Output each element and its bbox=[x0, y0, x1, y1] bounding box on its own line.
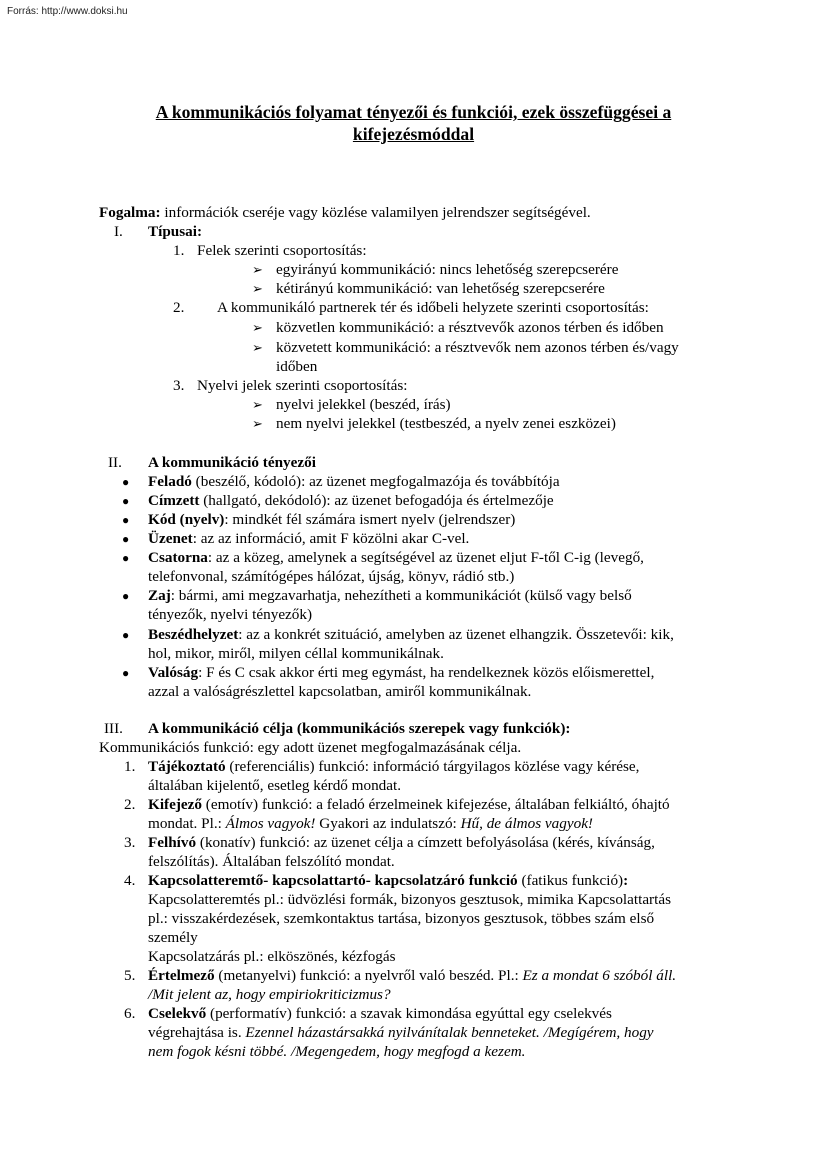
function-item-continuation: személy bbox=[148, 929, 198, 946]
function-item-continuation: Kapcsolatzárás pl.: elköszönés, kézfogás bbox=[148, 948, 396, 965]
group-text: A kommunikáló partnerek tér és időbeli helyzete szerinti csoportosítás: bbox=[217, 299, 649, 316]
section-heading: A kommunikáció tényezői bbox=[148, 454, 316, 471]
arrow-bullet-icon: ➢ bbox=[252, 417, 263, 432]
definition-label: Fogalma: bbox=[99, 204, 161, 221]
bullet-icon: ● bbox=[122, 628, 130, 642]
group-text: Felek szerinti csoportosítás: bbox=[197, 242, 367, 259]
bullet-icon: ● bbox=[122, 494, 130, 508]
function-item-continuation: pl.: visszakérdezések, szemkontaktus tartása, bizonyos gesztusok, többes szám első bbox=[148, 910, 655, 927]
section-number: II. bbox=[108, 454, 122, 471]
function-item: Értelmező (metanyelvi) funkció: a nyelvről való beszéd. Pl.: Ez a mondat 6 szóból áll. bbox=[148, 967, 677, 984]
list-item: közvetett kommunikáció: a résztvevők nem azonos térben és/vagy bbox=[276, 339, 679, 356]
function-number: 6. bbox=[124, 1005, 136, 1022]
section-number: III. bbox=[104, 720, 123, 737]
list-item: Kód (nyelv): mindkét fél számára ismert nyelv (jelrendszer) bbox=[148, 511, 516, 528]
arrow-bullet-icon: ➢ bbox=[252, 398, 263, 413]
function-item-continuation: /Mit jelent az, hogy empiriokriticizmus? bbox=[148, 986, 391, 1003]
function-item: Kapcsolatteremtő- kapcsolattartó- kapcsolatzáró funkció (fatikus funkció): bbox=[148, 872, 629, 889]
arrow-bullet-icon: ➢ bbox=[252, 321, 263, 336]
function-item: Cselekvő (performatív) funkció: a szavak kimondása egyúttal egy cselekvés bbox=[148, 1005, 612, 1022]
function-number: 5. bbox=[124, 967, 136, 984]
list-item-continuation: hol, mikor, miről, milyen céllal kommunikálnak. bbox=[148, 645, 444, 662]
page-title: A kommunikációs folyamat tényezői és funkciói, ezek összefüggései a kifejezésmóddal bbox=[155, 102, 672, 144]
arrow-bullet-icon: ➢ bbox=[252, 341, 263, 356]
function-number: 1. bbox=[124, 758, 136, 775]
function-item-continuation: végrehajtása is. Ezennel házastársakká nyilvánítalak benneteket. /Megígérem, hogy bbox=[148, 1024, 654, 1041]
section-number: I. bbox=[114, 223, 123, 240]
arrow-bullet-icon: ➢ bbox=[252, 263, 263, 278]
bullet-icon: ● bbox=[122, 589, 130, 603]
list-item-continuation: tényezők, nyelvi tényezők) bbox=[148, 606, 313, 623]
list-item-continuation: azzal a valóságrészlettel kapcsolatban, amiről kommunikálnak. bbox=[148, 683, 532, 700]
list-item: nyelvi jelekkel (beszéd, írás) bbox=[276, 396, 451, 413]
group-number: 2. bbox=[173, 299, 185, 316]
definition-text: információk cseréje vagy közlése valamilyen jelrendszer segítségével. bbox=[160, 204, 591, 221]
list-item: kétirányú kommunikáció: van lehetőség szerepcserére bbox=[276, 280, 605, 297]
function-number: 3. bbox=[124, 834, 136, 851]
list-item-continuation: telefonvonal, számítógépes hálózat, újság, könyv, rádió stb.) bbox=[148, 568, 515, 585]
section-heading: Típusai: bbox=[148, 223, 203, 240]
list-item-continuation: időben bbox=[276, 358, 318, 375]
function-item-continuation: nem fogok késni többé. /Megengedem, hogy megfogd a kezem. bbox=[148, 1043, 526, 1060]
function-item: Tájékoztató (referenciális) funkció: információ tárgyilagos közlése vagy kérése, bbox=[148, 758, 640, 775]
function-item: Felhívó (konatív) funkció: az üzenet célja a címzett befolyásolása (kérés, kívánság, bbox=[148, 834, 655, 851]
list-item: egyirányú kommunikáció: nincs lehetőség szerepcserére bbox=[276, 261, 619, 278]
function-item-continuation: Kapcsolatteremtés pl.: üdvözlési formák, bizonyos gesztusok, mimika Kapcsolattartás bbox=[148, 891, 671, 908]
list-item: Üzenet: az az információ, amit F közölni akar C-vel. bbox=[148, 530, 470, 547]
list-item: Valóság: F és C csak akkor érti meg egymást, ha rendelkeznek közös előismerettel, bbox=[148, 664, 655, 681]
list-item: Feladó (beszélő, kódoló): az üzenet megfogalmazója és továbbítója bbox=[148, 473, 560, 490]
list-item: Címzett (hallgató, dekódoló): az üzenet befogadója és értelmezője bbox=[148, 492, 554, 509]
function-item-continuation: felszólítás). Általában felszólító mondat. bbox=[148, 853, 395, 870]
group-text: Nyelvi jelek szerinti csoportosítás: bbox=[197, 377, 408, 394]
function-number: 2. bbox=[124, 796, 136, 813]
definition bbox=[99, 203, 591, 222]
function-number: 4. bbox=[124, 872, 136, 889]
arrow-bullet-icon: ➢ bbox=[252, 282, 263, 297]
list-item: Csatorna: az a közeg, amelynek a segítségével az üzenet eljut F-től C-ig (levegő, bbox=[148, 549, 644, 566]
bullet-icon: ● bbox=[122, 532, 130, 546]
section-heading: A kommunikáció célja (kommunikációs szerepek vagy funkciók): bbox=[148, 720, 571, 737]
list-item: közvetlen kommunikáció: a résztvevők azonos térben és időben bbox=[276, 319, 664, 336]
group-number: 1. bbox=[173, 242, 185, 259]
group-number: 3. bbox=[173, 377, 185, 394]
source-label: Forrás: http://www.doksi.hu bbox=[7, 6, 128, 17]
list-item: nem nyelvi jelekkel (testbeszéd, a nyelv zenei eszközei) bbox=[276, 415, 616, 432]
function-item-continuation: mondat. Pl.: Álmos vagyok! Gyakori az indulatszó: Hű, de álmos vagyok! bbox=[148, 815, 593, 832]
bullet-icon: ● bbox=[122, 666, 130, 680]
bullet-icon: ● bbox=[122, 513, 130, 527]
bullet-icon: ● bbox=[122, 551, 130, 565]
bullet-icon: ● bbox=[122, 475, 130, 489]
list-item: Beszédhelyzet: az a konkrét szituáció, amelyben az üzenet elhangzik. Összetevői: kik, bbox=[148, 626, 674, 643]
section-intro: Kommunikációs funkció: egy adott üzenet megfogalmazásának célja. bbox=[99, 739, 522, 756]
function-item-continuation: általában kijelentő, esetleg kérdő mondat. bbox=[148, 777, 402, 794]
list-item: Zaj: bármi, ami megzavarhatja, nehezítheti a kommunikációt (külső vagy belső bbox=[148, 587, 632, 604]
function-item: Kifejező (emotív) funkció: a feladó érzelmeinek kifejezése, általában felkiáltó, óhajtó bbox=[148, 796, 670, 813]
